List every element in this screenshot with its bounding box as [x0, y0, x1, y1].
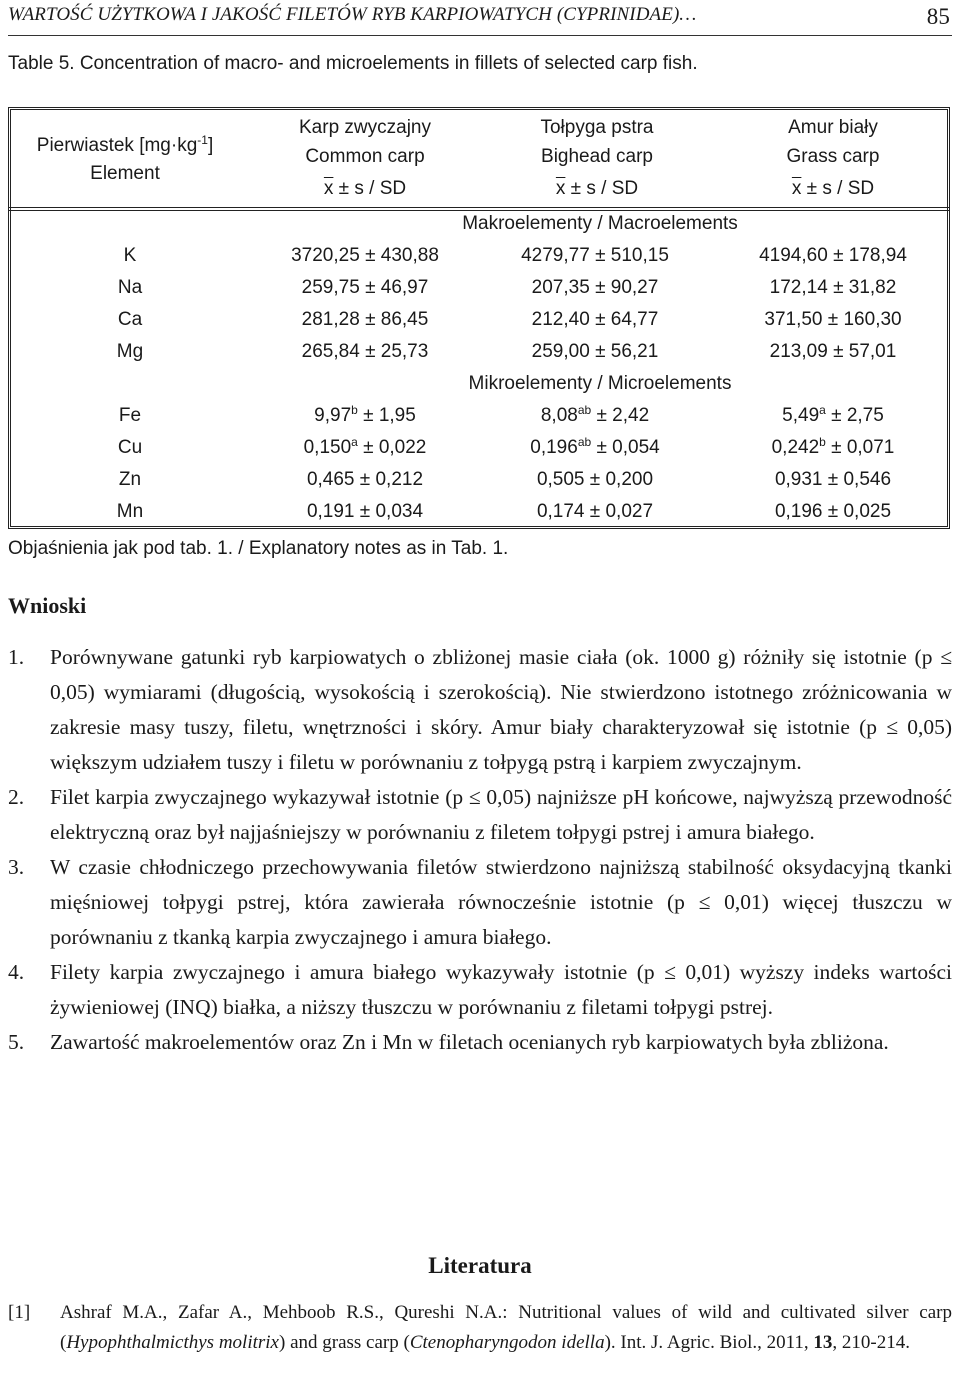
row-common-carp: 259,75 ± 46,97 — [301, 277, 429, 298]
row-bighead-carp: 0,174 ± 0,027 — [536, 501, 654, 522]
section-macro: Makroelementy / Macroelements — [462, 213, 738, 234]
row-common-carp: 265,84 ± 25,73 — [301, 341, 429, 362]
row-grass-carp: 5,49$^a$ ± 2,75 — [782, 403, 884, 426]
table-caption: Table 5. Concentration of macro- and microelements in fillets of selected carp fish. — [8, 53, 698, 74]
running-head — [8, 4, 952, 28]
row-common-carp: 9,97$^b$ ± 1,95 — [314, 403, 416, 426]
row-grass-carp: 371,50 ± 160,30 — [764, 309, 902, 330]
row-common-carp: 3720,25 ± 430,88 — [291, 245, 439, 266]
page-number: 85 — [926, 4, 950, 29]
header-col1-en: Common carp — [305, 146, 425, 167]
row-grass-carp: 213,09 ± 57,01 — [769, 341, 897, 362]
row-element: Zn — [118, 469, 142, 490]
list-item: 2. Filet karpia zwyczajnego wykazywał istotnie (p ≤ 0,05) najniższe pH końcowe, najwyższą przewodność elektryczną oraz był najjaśniejszy w porównaniu z filetem tołpygi pstrej i amura białego. — [8, 785, 952, 844]
section-micro: Mikroelementy / Microelements — [468, 373, 732, 394]
row-grass-carp: 172,14 ± 31,82 — [769, 277, 897, 298]
header-col1-stat: $\overline{x} \pm s$ / SD — [323, 178, 407, 199]
header-col3-stat: $\overline{x} \pm s$ / SD — [791, 178, 875, 199]
row-bighead-carp: 0,505 ± 0,200 — [536, 469, 654, 490]
row-grass-carp: 4194,60 ± 178,94 — [759, 245, 907, 266]
header-col2-stat: $\overline{x} \pm s$ / SD — [555, 178, 639, 199]
conclusions-list — [8, 640, 952, 1060]
row-bighead-carp: 212,40 ± 64,77 — [531, 309, 659, 330]
table-note: Objaśnienia jak pod tab. 1. / Explanatory notes as in Tab. 1. — [8, 538, 509, 559]
row-element: Mg — [116, 341, 144, 362]
header-col2-en: Bighead carp — [541, 146, 653, 167]
reference-item: [1] Ashraf M.A., Zafar A., Mehboob R.S., Qureshi N.A.: Nutritional values of wild and cultivated silver carp (Hypophthalmicthys molitrix) and grass carp (Ctenopharyngodon idella). Int. J. Agric. Biol., 2011, 13, 210-214. — [8, 1302, 952, 1353]
list-item: 5. Zawartość makroelementów oraz Zn i Mn w filetach ocenianych ryb karpiowatych była zbliżona. — [8, 1030, 889, 1054]
row-bighead-carp: 0,196$^{ab}$ ± 0,054 — [530, 435, 660, 458]
row-element: Fe — [118, 405, 142, 426]
row-grass-carp: 0,242$^b$ ± 0,071 — [771, 435, 895, 458]
row-element: Mn — [116, 501, 144, 522]
row-element: Na — [117, 277, 143, 298]
header-col2-pl: Tołpyga pstra — [540, 117, 654, 138]
row-grass-carp: 0,931 ± 0,546 — [774, 469, 892, 490]
row-element: Cu — [117, 437, 143, 458]
row-common-carp: 0,191 ± 0,034 — [306, 501, 424, 522]
header-col3-pl: Amur biały — [788, 117, 878, 138]
header-element-pl: Pierwiastek $[mg\cdot kg^{-1}]$ — [36, 133, 214, 156]
row-bighead-carp: 207,35 ± 90,27 — [531, 277, 659, 298]
row-element: Ca — [117, 309, 143, 330]
row-bighead-carp: 8,08$^{ab}$ ± 2,42 — [540, 403, 650, 426]
list-item: 4. Filety karpia zwyczajnego i amura białego wykazywały istotnie (p ≤ 0,01) wyższy indeks wartości żywieniowej (INQ) białka, a niższy tłuszczu w porównaniu z filetami tołpygi pstrej. — [8, 960, 952, 1019]
running-head-title: WARTOŚĆ UŻYTKOWA I JAKOŚĆ FILETÓW RYB KARPIOWATYCH (CYPRINIDAE)… — [8, 4, 697, 25]
header-col3-en: Grass carp — [786, 146, 880, 167]
row-bighead-carp: 259,00 ± 56,21 — [531, 341, 659, 362]
list-item: 1. Porównywane gatunki ryb karpiowatych o zbliżonej masie ciała (ok. 1000 g) różniły się istotnie (p ≤ 0,05) wymiarami (długością, wysokością i szerokością). Nie stwierdzono istotnego zróżnicowania w zakresie masy tuszy, filetu, wnętrzności i skóry. Amur biały charakteryzował się istotnie (p ≤ 0,05) większym udziałem tuszy i filetu w porównaniu z tołpygą pstrą i karpiem zwyczajnym. — [8, 645, 952, 774]
row-common-carp: 281,28 ± 86,45 — [301, 309, 429, 330]
header-rule — [8, 35, 952, 36]
list-item: 3. W czasie chłodniczego przechowywania filetów stwierdzono najniższą stabilność oksydacyjną tkanki mięśniowej tołpygi pstrej, która zawierała równocześnie istotnie (p ≤ 0,01) więcej tłuszczu w porównaniu z tkanką karpia zwyczajnego i amura białego. — [8, 855, 952, 949]
section-heading-conclusions: Wnioski — [8, 593, 87, 618]
header-col1-pl: Karp zwyczajny — [299, 117, 431, 138]
row-common-carp: 0,465 ± 0,212 — [306, 469, 424, 490]
row-grass-carp: 0,196 ± 0,025 — [774, 501, 892, 522]
row-common-carp: 0,150$^a$ ± 0,022 — [303, 435, 427, 458]
literature-heading: Literatura — [428, 1253, 532, 1278]
row-bighead-carp: 4279,77 ± 510,15 — [521, 245, 669, 266]
header-element-en: Element — [90, 163, 160, 184]
row-element: K — [123, 245, 137, 266]
